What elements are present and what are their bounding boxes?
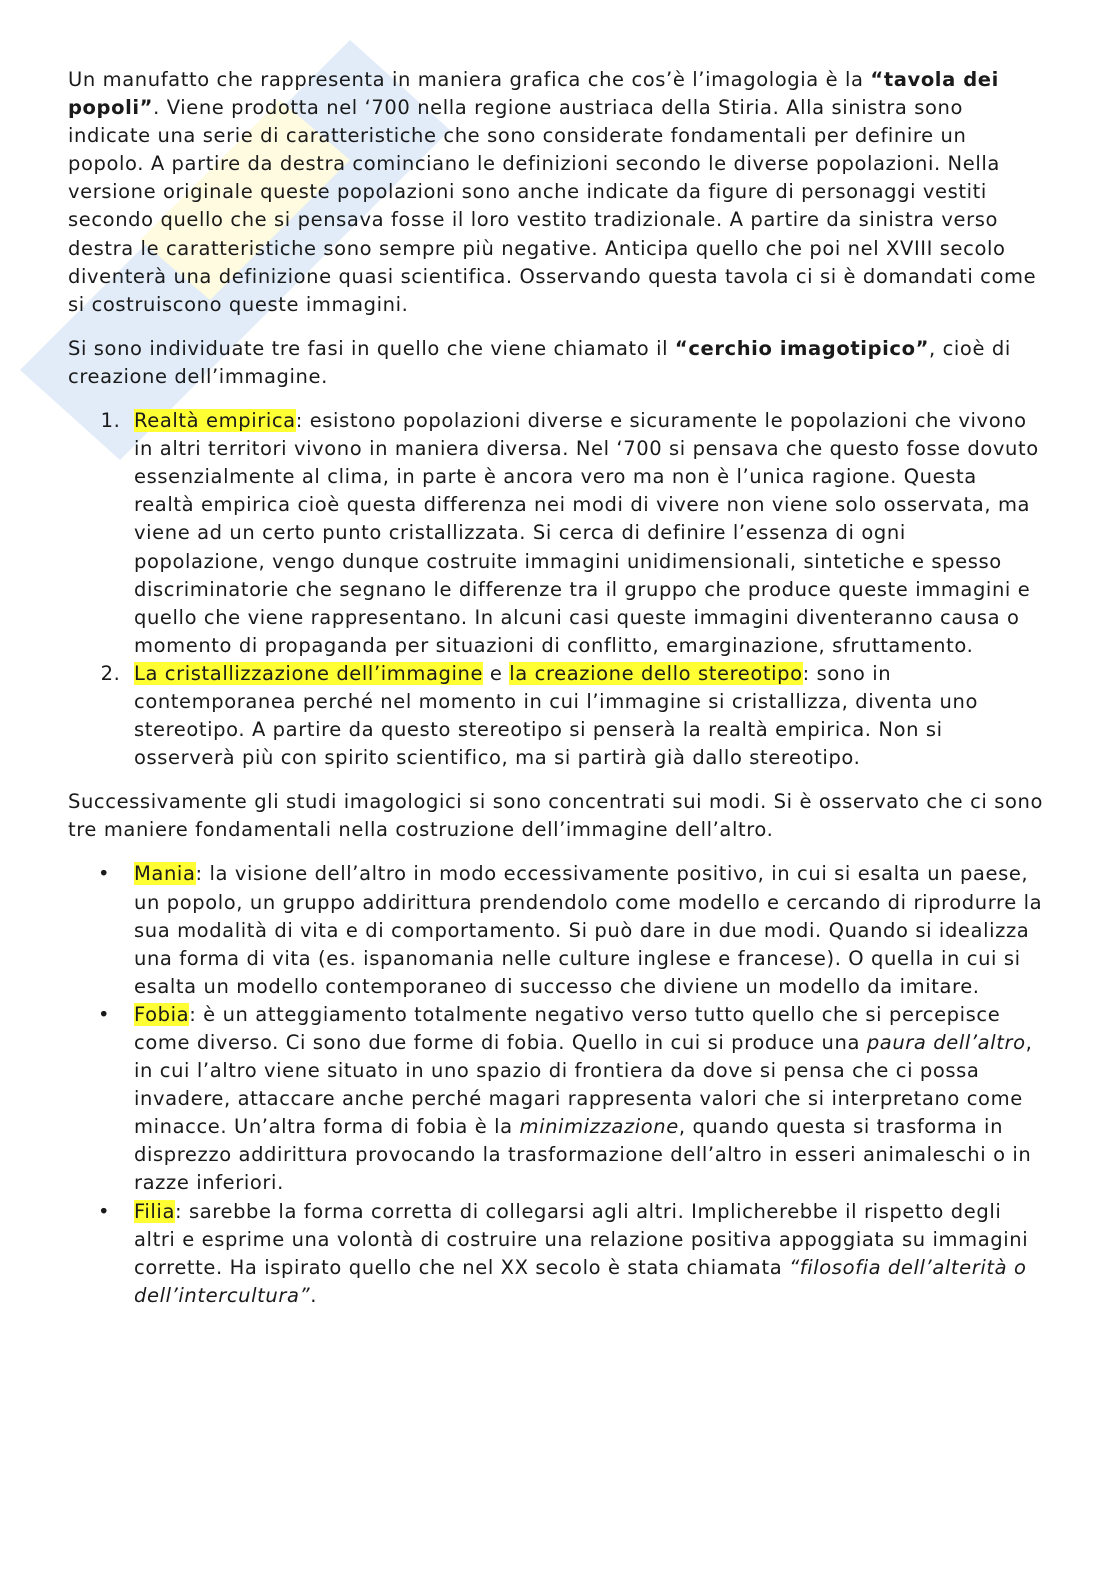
highlighted-term: La cristallizzazione dell’immagine <box>134 661 484 685</box>
document-page <box>68 66 1043 1326</box>
phases-list <box>68 407 1043 772</box>
intro-paragraph <box>68 66 1043 319</box>
list-item <box>134 1001 1043 1198</box>
bold-term: “cerchio imagotipico” <box>674 336 929 360</box>
phases-paragraph <box>68 335 1043 391</box>
modes-list <box>68 860 1043 1310</box>
text: . Viene prodotta nel ‘700 nella regione austriaca della Stiria. Alla sinistra sono indicate una serie di caratteristiche che sono considerate fondamentali per definire un popolo. A partire da destra cominciano le definizioni secondo le diverse popolazioni. Nella versione originale queste popolazioni sono anche indicate da figure di personaggi vestiti secondo quello che si pensava fosse il loro vestito tradizionale. A partire da sinistra verso destra le caratteristiche sono sempre più negative. Anticipa quello che poi nel XVIII secolo diventerà una definizione quasi scientifica. Osservando questa tavola ci si è domandati come si costruiscono queste immagini. <box>68 96 1037 316</box>
highlighted-term: Mania <box>134 862 196 886</box>
text: , in cui l’altro viene situato in uno spazio di frontiera da dove si pensa che ci possa invadere, attaccare anche perché magari rappresenta valori che si interpretano come minacce. Un’altra forma di fobia è la <box>134 1031 1033 1139</box>
text: : la visione dell’altro in modo eccessivamente positivo, in cui si esalta un paese, un popolo, un gruppo addirittura prendendolo come modello e cercando di riprodurre la sua modalità di vita e di comportamento. Si può dare in due modi. Quando si idealizza una forma di vita (es. ispanomania nelle culture inglese e francese). O quella in cui si esalta un modello contemporaneo di successo che diviene un modello da imitare. <box>134 862 1043 998</box>
text: e <box>483 661 510 685</box>
bold-term: “tavola dei popoli” <box>68 68 999 120</box>
list-item <box>134 860 1043 1000</box>
italic-term: minimizzazione <box>519 1115 679 1139</box>
italic-term: “filosofia dell’alterità o dell’intercultura” <box>134 1255 1027 1307</box>
list-item <box>134 660 1043 772</box>
highlighted-term: Realtà empirica <box>134 409 296 433</box>
italic-term: paura dell’altro <box>866 1031 1026 1054</box>
text: Si sono individuate tre fasi in quello che viene chiamato il <box>68 336 675 360</box>
list-item <box>134 1198 1043 1310</box>
text: : sarebbe la forma corretta di collegarsi agli altri. Implicherebbe il rispetto degli altri e esprime una volontà di costruire una relazione positiva appoggiata su immagini corrette. Ha ispirato quello che nel XX secolo è stata chiamata <box>134 1199 1029 1279</box>
highlighted-term: Fobia <box>134 1002 190 1026</box>
text: , quando questa si trasforma in disprezzo addirittura provocando la trasformazione dell’altro in esseri animaleschi o in razze inferiori. <box>134 1115 1032 1195</box>
text: . <box>310 1283 318 1307</box>
text: : è un atteggiamento totalmente negativo verso tutto quello che si percepisce come diverso. Ci sono due forme di fobia. Quello in cui si produce una <box>134 1002 1001 1054</box>
highlighted-term: Filia <box>134 1199 176 1223</box>
text: , cioè di creazione dell’immagine. <box>68 336 1011 388</box>
text: : esistono popolazioni diverse e sicuramente le popolazioni che vivono in altri territori vivono in maniera diversa. Nel ‘700 si pensava che questo fosse dovuto essenzialmente al clima, in parte è ancora vero ma non è l’unica ragione. Questa realtà empirica cioè questa differenza nei modi di vivere non viene solo osservata, ma viene ad un certo punto cristallizzata. Si cerca di definire l’essenza di ogni popolazione, vengo dunque costruite immagini unidimensionali, sintetiche e spesso discriminatorie che segnano le differenze tra il gruppo che produce queste immagini e quello che viene rappresentano. In alcuni casi queste immagini diventeranno causa o momento di propaganda per situazioni di conflitto, emarginazione, sfruttamento. <box>134 409 1039 657</box>
text: : sono in contemporanea perché nel momento in cui l’immagine si cristallizza, diventa uno stereotipo. A partire da questo stereotipo si penserà la realtà empirica. Non si osserverà più con spirito scientifico, ma si partirà già dallo stereotipo. <box>134 661 978 770</box>
text: Un manufatto che rappresenta in maniera grafica che cos’è l’imagologia è la <box>68 68 871 91</box>
highlighted-term: la creazione dello stereotipo <box>509 661 803 685</box>
modes-paragraph: Successivamente gli studi imagologici si sono concentrati sui modi. Si è osservato che ci sono tre maniere fondamentali nella costruzione dell’immagine dell’altro. <box>68 790 1043 842</box>
list-item <box>134 407 1043 660</box>
